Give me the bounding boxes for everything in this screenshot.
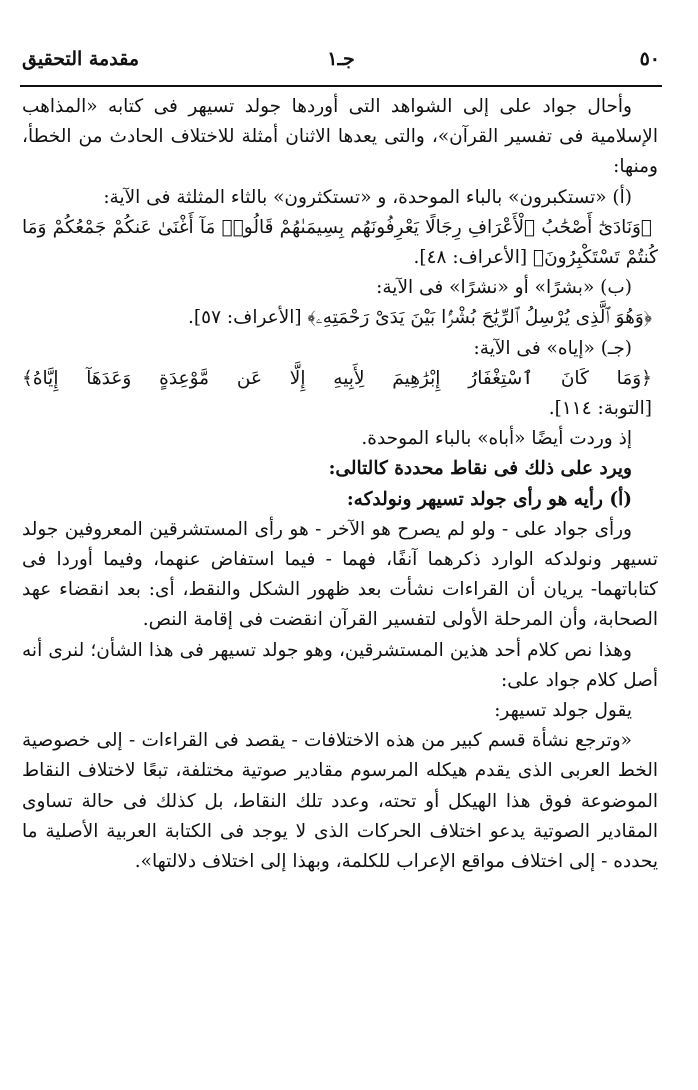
page-body bbox=[22, 92, 658, 877]
quran-verse-araf-57: ﴿وَهُوَ ٱلَّذِى يُرْسِلُ ٱلرِّيَٰحَ بُشْرًۢا بَيْنَ يَدَىْ رَحْمَتِهِۦ﴾ [الأعراف: ٥٧]. bbox=[188, 307, 652, 329]
paragraph-abah-note: إذ وردت أيضًا «أباه» بالباء الموحدة. bbox=[361, 428, 632, 450]
subheading-a-opinion: (أ) رأيه هو رأى جولد تسيهر ونولدكه: bbox=[346, 488, 632, 510]
page-header bbox=[22, 44, 660, 84]
paragraph-quote: «وترجع نشأة قسم كبير من هذه الاختلافات - يقصد فى القراءات - إلى خصوصية الخط العربى الذى يقدم هيكله المرسوم مقادير صوتية مختلفة، تبعًا لاختلاف النقاط الموضوعة فوق هذا الهيكل أو تحته، وعدد تلك النقاط، بل كذلك فى حالة تساوى المقادير الصوتية يدعو اختلاف الحركات الذى لا يوجد فى الكتابة العربية الأصلية ما يحدده - إلى اختلاف مواقع الإعراب للكلمة، وبهذا إلى اختلاف دلالتها». bbox=[22, 730, 658, 873]
quran-verse-tawbah-114: ﴿وَمَا كَانَ ٱسْتِغْفَارُ إِبْرَٰهِيمَ لِأَبِيهِ إِلَّا عَن مَّوْعِدَةٍ وَعَدَهَآ إِيَّاهُ﴾ bbox=[22, 367, 652, 389]
paragraph-orientalists: ورأى جواد على - ولو لم يصرح هو الآخر - هو رأى المستشرقين المعروفين جولد تسيهر ونولدكه الوارد ذكرهما آنفًا، فهما - فيما استفاض عنهما، وفيما أوردا فى كتاباتهما- يريان أن القراءات نشأت بعد ظهور الشكل والنقط، أى: بعد انقضاء عهد الصحابة، وأن المرحلة الأولى لتفسير القرآن انقضت فى إقامة النص. bbox=[22, 518, 658, 631]
chapter-title: مقدمة التحقيق bbox=[22, 48, 139, 70]
item-c-heading: (جـ) «إياه» فى الآية: bbox=[473, 337, 632, 359]
paragraph-text-intro: وهذا نص كلام أحد هذين المستشرقين، وهو جولد تسيهر فى هذا الشأن؛ لنرى أنه أصل كلام جواد على: bbox=[22, 639, 658, 691]
volume-label: جـ١ bbox=[327, 48, 355, 70]
paragraph-says: يقول جولد تسيهر: bbox=[494, 700, 632, 722]
paragraph-intro: وأحال جواد على إلى الشواهد التى أوردها جولد تسيهر فى كتابه «المذاهب الإسلامية فى تفسير القرآن»، والتى يعدها الاثنان أمثلة للاختلاف الحادث من الخطأ، ومنها: bbox=[22, 96, 658, 178]
quran-verse-araf-48: ﴿وَنَادَىٰٓ أَصْحَٰبُ ٱلْأَعْرَافِ رِجَالًا يَعْرِفُونَهُم بِسِيمَىٰهُمْ قَالُوا۟ مَآ أَغْنَىٰ عَنكُمْ جَمْعُكُمْ وَمَا كُنتُمْ تَسْتَكْبِرُونَ﴾ [الأعراف: ٤٨]. bbox=[22, 216, 658, 269]
item-a-heading: (أ) «تستكبرون» بالباء الموحدة، و «تستكثرون» بالثاء المثلثة فى الآية: bbox=[103, 186, 632, 208]
verse-reference-tawbah: [التوبة: ١١٤]. bbox=[548, 398, 652, 420]
page-number: ٥٠ bbox=[639, 48, 660, 70]
item-b-heading: (ب) «بشرًا» أو «نشرًا» فى الآية: bbox=[376, 277, 632, 299]
header-divider bbox=[20, 85, 662, 87]
section-heading-response: ويرد على ذلك فى نقاط محددة كالتالى: bbox=[328, 458, 632, 480]
